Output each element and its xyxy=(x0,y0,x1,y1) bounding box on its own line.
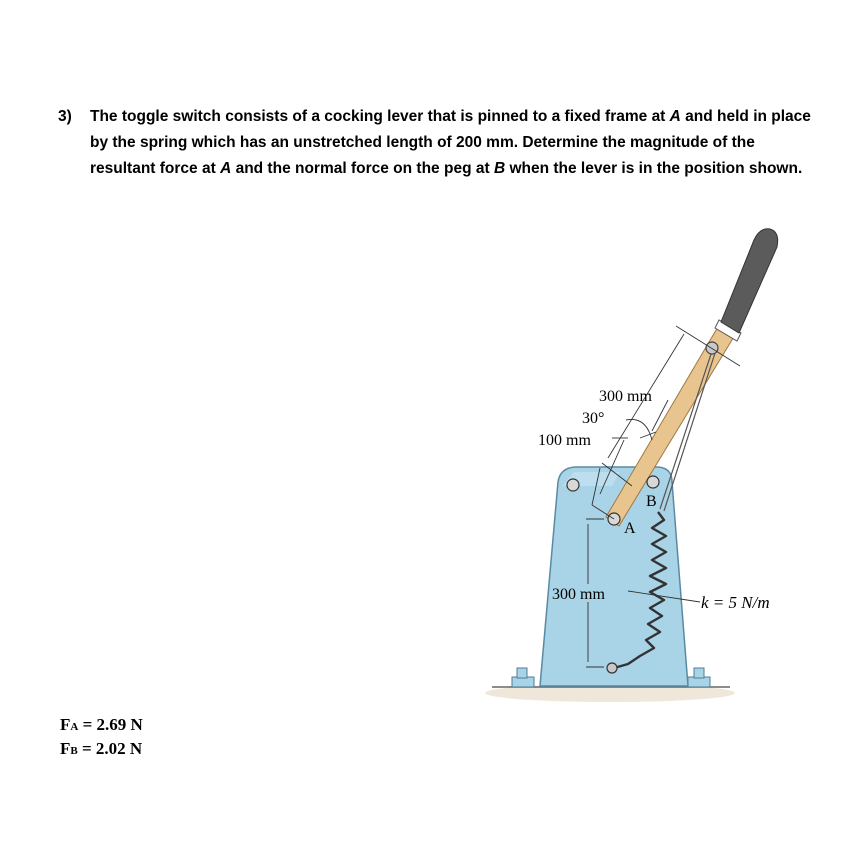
peg-b xyxy=(647,476,659,488)
label-angle: 30° xyxy=(582,410,605,427)
fa-subscript: A xyxy=(70,721,79,733)
fixed-frame xyxy=(540,467,688,686)
point-a-ref-2: A xyxy=(220,160,232,177)
label-300mm-top: 300 mm xyxy=(599,388,652,405)
label-100mm: 100 mm xyxy=(538,432,591,449)
lever-handle xyxy=(721,229,778,333)
lower-spring-anchor xyxy=(607,663,617,673)
fb-subscript: B xyxy=(70,745,78,757)
answer-fb xyxy=(60,738,143,762)
label-spring-constant: k = 5 N/m xyxy=(701,593,770,612)
fb-symbol: F xyxy=(60,739,71,758)
problem-text-part-1: The toggle switch consists of a cocking lever that is pinned to a fixed frame at xyxy=(90,108,670,125)
right-bolt xyxy=(688,668,710,687)
fa-symbol: F xyxy=(60,715,71,734)
answers xyxy=(60,714,143,762)
label-a: A xyxy=(624,520,636,537)
fb-value: = 2.02 N xyxy=(77,739,143,758)
problem-text-part-4: when the lever is in the position shown. xyxy=(505,160,803,177)
fa-value: = 2.69 N xyxy=(78,715,143,734)
problem-text-part-3: and the normal force on the peg at xyxy=(231,160,494,177)
label-300mm-side: 300 mm xyxy=(552,586,605,603)
cocking-lever xyxy=(606,229,778,526)
problem-number: 3) xyxy=(58,108,72,125)
problem-text-part-2: and held in place by the spring which has an unstretched length of 200 mm. Determine the magnitude of the resultant force at xyxy=(90,108,811,177)
frame-peg-left xyxy=(567,479,579,491)
answer-fa xyxy=(60,714,143,738)
point-b-ref: B xyxy=(493,160,506,177)
left-bolt xyxy=(512,668,534,687)
point-a-ref: A xyxy=(669,108,681,125)
label-b: B xyxy=(646,493,657,510)
